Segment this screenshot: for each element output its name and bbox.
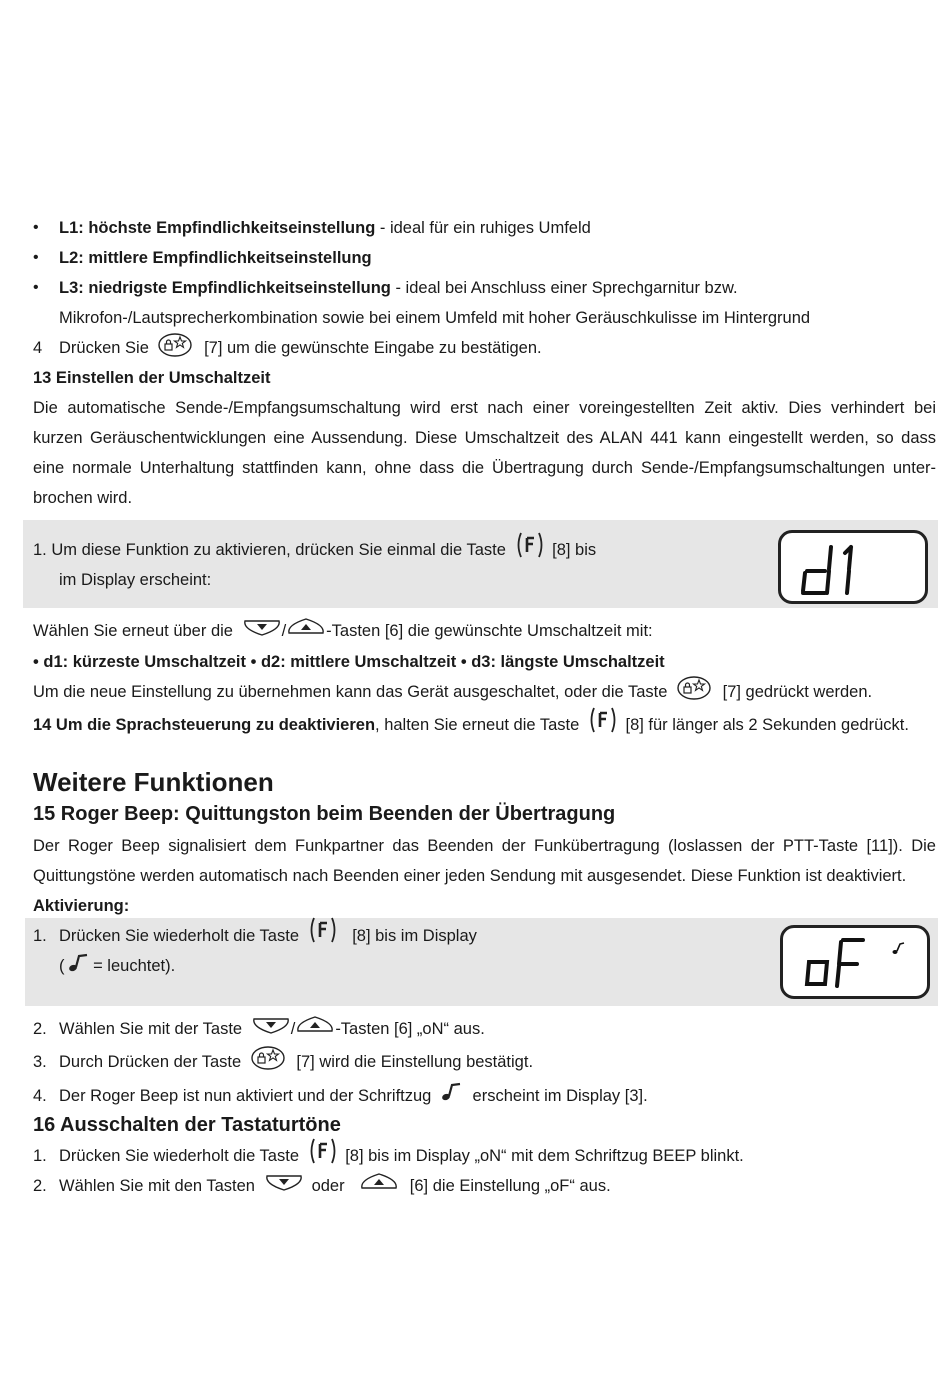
- confirm-line: [33, 682, 936, 702]
- lcd-d1-digits: [781, 533, 925, 601]
- step-16-2: [59, 1176, 936, 1196]
- box-13-pre: 1. Um diese Funktion zu aktivieren, drücken Sie einmal die Taste: [33, 541, 506, 559]
- umschaltzeit-options: • d1: kürzeste Umschaltzeit • d2: mittlere Umschaltzeit • d3: längste Umschaltzeit: [33, 653, 665, 671]
- f-key-icon: [515, 530, 545, 560]
- step-15-1b-open: (: [59, 957, 65, 975]
- step-15-4-post: erscheint im Display [3].: [472, 1087, 648, 1105]
- l3-continuation: Mikrofon-/Lautsprecherkombination sowie bei einem Umfeld mit hoher Geräuschkulisse im Hintergrund: [59, 309, 811, 327]
- list-item-l3: [59, 278, 936, 298]
- select-pre: Wählen Sie erneut über die: [33, 622, 233, 640]
- l2-label: L2: mittlere Empfindlichkeitseinstellung: [59, 249, 372, 267]
- step-4: [59, 338, 936, 358]
- menu-lock-key-icon: [157, 332, 193, 358]
- up-key-icon: [359, 1172, 399, 1192]
- list-item-l1: [59, 218, 936, 238]
- select-post: -Tasten [6] die gewünschte Umschaltzeit mit:: [326, 622, 653, 640]
- lcd-of-digits: [783, 928, 927, 996]
- step-15-4-pre: Der Roger Beep ist nun aktiviert und der Schriftzug: [59, 1087, 432, 1105]
- section-15-para-2: Quittungstöne werden automatisch nach Beenden einer jeden Sendung mit ausgesendet. Diese Funktion ist deaktiviert.: [33, 867, 907, 885]
- step-15-1b-post: = leuchtet).: [88, 957, 176, 975]
- section-14: [33, 715, 936, 735]
- step-15-3-pre: Durch Drücken der Taste: [59, 1053, 242, 1071]
- lcd-display-d1: [778, 530, 928, 604]
- select-line: [33, 621, 936, 641]
- step-15-1-pre: Drücken Sie wiederholt die Taste: [59, 927, 299, 945]
- section-13-para-2: kurzen Geräuschentwicklungen eine Aussendung. Diese Umschaltzeit des ALAN 441 kann eingestellt werden, so dass: [33, 429, 936, 447]
- step-15-1-number: 1.: [33, 927, 47, 945]
- roger-beep-note-icon: [67, 952, 89, 974]
- down-key-icon: [264, 1172, 304, 1192]
- section-14-mid: , halten Sie erneut die Taste: [375, 716, 580, 734]
- up-key-icon: [286, 617, 326, 637]
- step-4-post: [7] um die gewünschte Eingabe zu bestätigen.: [204, 339, 542, 357]
- bullet-marker: •: [33, 219, 39, 236]
- step-15-2-pre: Wählen Sie mit der Taste: [59, 1020, 243, 1038]
- box-13-line-2: im Display erscheint:: [59, 571, 212, 589]
- step-16-2-number: 2.: [33, 1177, 47, 1195]
- section-13-para-4: brochen wird.: [33, 489, 133, 507]
- f-key-icon: [308, 915, 338, 945]
- bullet-marker: •: [33, 249, 39, 266]
- roger-beep-note-icon: [440, 1081, 462, 1103]
- l3-label: L3: niedrigste Empfindlichkeitseinstellung: [59, 279, 391, 297]
- f-key-icon: [308, 1136, 338, 1166]
- step-15-3-number: 3.: [33, 1053, 47, 1071]
- step-16-1-pre: Drücken Sie wiederholt die Taste: [59, 1147, 299, 1165]
- section-15-para-1: Der Roger Beep signalisiert dem Funkpartner das Beenden der Funkübertragung (loslassen der PTT-Taste [11]). Die: [33, 837, 936, 855]
- f-key-icon: [588, 705, 618, 735]
- confirm-pre: Um die neue Einstellung zu übernehmen kann das Gerät ausgeschaltet, oder die Taste: [33, 683, 668, 701]
- section-14-title: 14 Um die Sprachsteuerung zu deaktivieren: [33, 716, 376, 734]
- step-15-2-sep: /: [290, 1020, 296, 1038]
- section-16-title: 16 Ausschalten der Tastaturtöne: [33, 1114, 341, 1136]
- step-16-1: [59, 1146, 936, 1166]
- lcd-display-of: [780, 925, 930, 999]
- step-15-2-number: 2.: [33, 1020, 47, 1038]
- step-15-4: [59, 1086, 936, 1106]
- section-13-para-3: eine normale Unterhaltung stattfinden kann, ohne dass die Übertragung durch Sende-/Empfangsumschaltungen unter-: [33, 459, 936, 477]
- confirm-post: [7] gedrückt werden.: [722, 683, 873, 701]
- step-15-1-post: [8] bis im Display: [352, 927, 477, 945]
- step-4-number: 4: [33, 339, 43, 357]
- l1-label: L1: höchste Empfindlichkeitseinstellung: [59, 219, 376, 237]
- step-15-4-number: 4.: [33, 1087, 47, 1105]
- section-14-post: [8] für länger als 2 Sekunden gedrückt.: [625, 716, 909, 734]
- step-16-2-post: [6] die Einstellung „oF“ aus.: [409, 1177, 611, 1195]
- step-15-3-post: [7] wird die Einstellung bestätigt.: [296, 1053, 534, 1071]
- l1-desc: - ideal für ein ruhiges Umfeld: [375, 219, 591, 237]
- menu-lock-key-icon: [250, 1045, 286, 1071]
- heading-weitere-funktionen: Weitere Funktionen: [33, 767, 274, 797]
- step-16-2-pre: Wählen Sie mit den Tasten: [59, 1177, 255, 1195]
- step-16-2-mid: oder: [311, 1177, 345, 1195]
- section-13-para-1: Die automatische Sende-/Empfangsumschaltung wird erst nach einer voreingestellten Zeit aktiv. Dies verhindert bei: [33, 399, 936, 417]
- l3-desc: - ideal bei Anschluss einer Sprechgarnitur bzw.: [390, 279, 738, 297]
- menu-lock-key-icon: [676, 675, 712, 701]
- step-15-3: [59, 1052, 936, 1072]
- bullet-marker: •: [33, 279, 39, 296]
- step-16-1-post: [8] bis im Display „oN“ mit dem Schriftzug BEEP blinkt.: [345, 1147, 744, 1165]
- down-key-icon: [242, 617, 282, 637]
- box-13-post: [8] bis: [552, 541, 597, 559]
- up-key-icon: [295, 1015, 335, 1035]
- list-item-l2: [59, 248, 936, 268]
- step-16-1-number: 1.: [33, 1147, 47, 1165]
- select-sep: /: [281, 622, 287, 640]
- activation-label: Aktivierung:: [33, 897, 130, 915]
- step-15-2: [59, 1019, 936, 1039]
- section-15-title: 15 Roger Beep: Quittungston beim Beenden der Übertragung: [33, 803, 616, 825]
- step-4-pre: Drücken Sie: [59, 339, 149, 357]
- step-15-2-post: -Tasten [6] „oN“ aus.: [335, 1020, 485, 1038]
- down-key-icon: [251, 1015, 291, 1035]
- section-13-title: 13 Einstellen der Umschaltzeit: [33, 369, 271, 387]
